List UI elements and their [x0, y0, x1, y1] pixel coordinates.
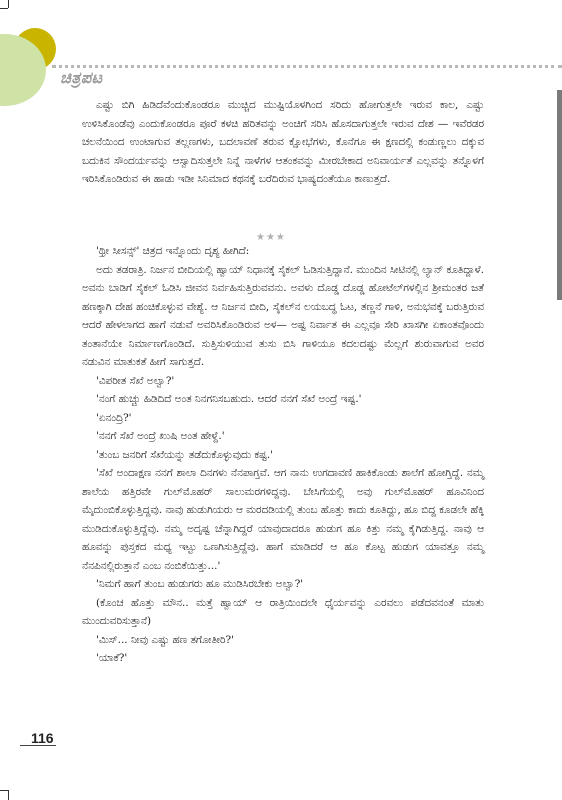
crop-mark-bottom-left-v [8, 790, 9, 800]
stage-direction: (ಕೊಂಚ ಹೊತ್ತು ಮೌನ.. ಮತ್ತೆ ಹ್ವಾಯ್ ಆ ರಾತ್ರಿಯಿಂದಲೇ ಧೈರ್ಯವನ್ನು ಎರವಲು ಪಡೆದವನಂತೆ ಮಾತು ಮುಂದುವರಿಸುತ್ತಾನೆ) [82, 596, 484, 627]
intro-paragraph: ಎಷ್ಟು ಬಿಗಿ ಹಿಡಿದೆವೆಂದುಕೊಂಡರೂ ಮುಚ್ಚಿದ ಮುಷ್ಟಿಯೊಳಗಿಂದ ಸರಿದು ಹೋಗುತ್ತಲೇ ಇರುವ ಕಾಲ, ಎಷ್ಟು ಉಳಿಸಿಕೊಂಡೆವು ಎಂದುಕೊಂಡರೂ ಪೂರೆ ಕಳಚಿ ಹರಿತವನ್ನು ಅಂಚಿಗೆ ಸರಿಸಿ ಹೊಸದಾಗುತ್ತಲೇ ಇರುವ ದೇಶ — ಇವೆರಡರ ಚಲನೆಯಿಂದ ಉಂಟಾಗುವ ತಲ್ಲಣಗಳು, ಬದಲಾವಣೆ ತರುವ ಕ್ಷೋಭೆಗಳು, ಕೊನೆಗೂ ಈ ಕ್ಷಣದಲ್ಲಿ ಕಂಡುಣ್ಣಲು ದಕ್ಕುವ ಬದುಕಿನ ಸೌಂದರ್ಯವನ್ನು ಆಸ್ವಾದಿಸುತ್ತಲೇ ನಿನ್ನೆ ನಾಳೆಗಳ ಆತಂಕವನ್ನು ಮೀರಬೇಕಾದ ಅನಿವಾರ್ಯತೆ ಎಲ್ಲವನ್ನು ತನ್ನೊಳಗೆ ಇರಿಸಿಕೊಂಡಿರುವ ಈ ಹಾಡು ಇಡೀ ಸಿನಿಮಾದ ಕಥನಕ್ಕೆ ಬರೆದಿರುವ ಭಾಷ್ಯದಂತೆಯೂ ಕಾಣುತ್ತದೆ. [82, 99, 484, 185]
crop-mark-bottom-left-h [0, 790, 8, 791]
dialogue-line: 'ನಿಮಗೆ ಹಾಗೆ ತುಂಬ ಹುಡುಗರು ಹೂ ಮುಡಿಸಿರಬೇಕು ಅಲ್ವಾ?' [96, 578, 304, 590]
story-text [82, 242, 484, 668]
dialogue-line: 'ಏನಂದ್ರಿ?' [96, 411, 132, 424]
header-dotted-rule [52, 65, 562, 68]
intro-text [82, 96, 484, 189]
dialogue-line: 'ನಂಗೆ ಹುಚ್ಚು ಹಿಡಿದಿದೆ ಅಂತ ನಿನಗನಿಸಬಹುದು. ಆದರೆ ನನಗೆ ಸೆಖೆ ಅಂದ್ರೆ ಇಷ್ಟ.' [96, 393, 362, 405]
right-edge-tab [557, 90, 562, 300]
dialogue-line: 'ಯಾಕೆ?' [96, 652, 128, 664]
story-paragraph: ಅದು ತಡರಾತ್ರಿ. ನಿರ್ಜನ ಬೀದಿಯಲ್ಲಿ ಹ್ವಾಯ್ ನಿಧಾನಕ್ಕೆ ಸೈಕಲ್ ಓಡಿಸುತ್ತಿದ್ದಾನೆ. ಮುಂದಿನ ಸೀಟಿನಲ್ಲಿ ಲ್ಯಾನ್ ಕೂತಿದ್ದಾಳೆ. ಅವನು ಬಾಡಿಗೆ ಸೈಕಲ್ ಓಡಿಸಿ ಜೀವನ ನಿರ್ವಹಿಸುತ್ತಿರುವವನು. ಅವಳು ದೊಡ್ಡ ದೊಡ್ಡ ಹೋಟೆಲ್‌ಗಳಲ್ಲಿನ ಶ್ರೀಮಂತರ ಜತೆ ಹಣಕ್ಕಾಗಿ ದೇಹ ಹಂಚಿಕೊಳ್ಳುವ ವೇಶ್ಯೆ. ಆ ನಿರ್ಜನ ಬೀದಿ, ಸೈಕಲ್‌ನ ಲಯಬದ್ಧ ಓಟ, ತಣ್ಣನೆ ಗಾಳಿ, ಅನುಭವಕ್ಕೆ ಬರುತ್ತಿರುವ ಆದರೆ ಹೇಳಲಾಗದ ಹಾಗೆ ನಡುವೆ ಅವರಿಸಿಕೊಂಡಿರುವ ಅಳ— ಅಷ್ಟ ನಿರ್ವಾತ ಈ ಎಲ್ಲವೂ ಸೇರಿ ಖಾಸಗೀ ಏಕಾಂತವೊಂದು ತಂತಾನೆಯೇ ನಿರ್ಮಾಣಗೊಂಡಿದೆ. ಸುತ್ತಿಸುಳಿಯುವ ತುಸು ಬಿಸಿ ಗಾಳಿಯೂ ಕದಲದಷ್ಟು ಮೆಲ್ಲಗೆ ಶುರುವಾಗುವ ಅವರ ನಡುವಿನ ಮಾತುಕತೆ ಹೀಗೆ ಸಾಗುತ್ತದೆ. [82, 263, 484, 368]
dialogue-line: 'ನನಗೆ ಸೆಖೆ ಅಂದ್ರೆ ಖುಷಿ ಅಂತ ಹೇಳ್ದೆ.' [96, 430, 225, 442]
dialogue-line: 'ತುಂಬ ಜನರಿಗೆ ಸೆಖೆಯನ್ನು ತಡೆದುಕೊಳ್ಳುವುದು ಕಷ್ಟ.' [96, 448, 274, 461]
section-separator: ★★★ [256, 232, 286, 243]
dialogue-line: 'ವಿಪರೀತ ಸೆಖೆ ಅಲ್ವಾ?' [96, 374, 175, 387]
crop-mark-top-left-v [8, 0, 9, 8]
dialogue-line: 'ಸೆಖೆ ಅಂದಾಕ್ಷಣ ನನಗೆ ಶಾಲಾ ದಿನಗಳು ನೆನಪಾಗ್ತವೆ. ಆಗ ನಾನು ಉಗದಾವಣಿ ಹಾಕಿಕೊಂಡು ಶಾಲೆಗೆ ಹೋಗ್ತಿದ್ದೆ. ನಮ್ಮ ಶಾಲೆಯ ಹತ್ತಿರವೇ ಗುಲ್‌ಮೊಹರ್ ಸಾಲುಮರಗಳಿದ್ದವು. ಬೇಸಿಗೆಯಲ್ಲಿ ಅವು ಗುಲ್‌ಮೊಹರ್ ಹೂವಿನಿಂದ ಮೈದುಂಬಿಕೊಳ್ಳುತ್ತಿದ್ದವು. ನಾವು ಹುಡುಗಿಯರು ಆ ಮರದಡಿಯಲ್ಲಿ ತುಂಬ ಹೊತ್ತು ಕಾದು ಕೂತಿದ್ದು, ಹೂ ಬಿದ್ದ ಕೂಡಲೇ ಹೆಕ್ಕಿ ಮುಡಿದುಕೊಳ್ಳುತ್ತಿದ್ದೆವು. ನಮ್ಮ ಅದೃಷ್ಟ ಚೆನ್ನಾಗಿದ್ದರೆ ಯಾವುದಾದರೂ ಹುಡುಗ ಹೂ ಕಿತ್ತು ನಮ್ಮ ಕೈಗಿಡುತ್ತಿದ್ದ. ನಾವು ಆ ಹೂವನ್ನು ಪುಸ್ತಕದ ಮಧ್ಯ ಇಟ್ಟು ಒಣಗಿಸುತ್ತಿದ್ದೆವು. ಹಾಗೆ ಮಾಡಿದರೆ ಆ ಹೂ ಕೊಟ್ಟ ಹುಡುಗ ಯಾವತ್ತೂ ನಮ್ಮ ನೆನಪಿನಲ್ಲಿರುತ್ತಾನೆ ಎಂಬ ನಂಬಿಕೆಯಿತ್ತು...' [82, 467, 485, 572]
crop-mark-top-left-h [0, 8, 8, 9]
story-paragraph: 'ಥ್ರೀ ಸೀಸನ್ಸ್' ಚಿತ್ರದ ಇನ್ನೊಂದು ದೃಶ್ಯ ಹೀಗಿದೆ: [96, 245, 250, 257]
page-number: 116 [31, 730, 54, 746]
footer-rule [20, 745, 56, 746]
dialogue-line: 'ಮಿಸ್... ನೀವು ಎಷ್ಟು ಹಣ ತಗೋತೀರಿ?' [96, 633, 234, 646]
section-title: ಚಿತ್ರಪಟ [60, 68, 103, 87]
